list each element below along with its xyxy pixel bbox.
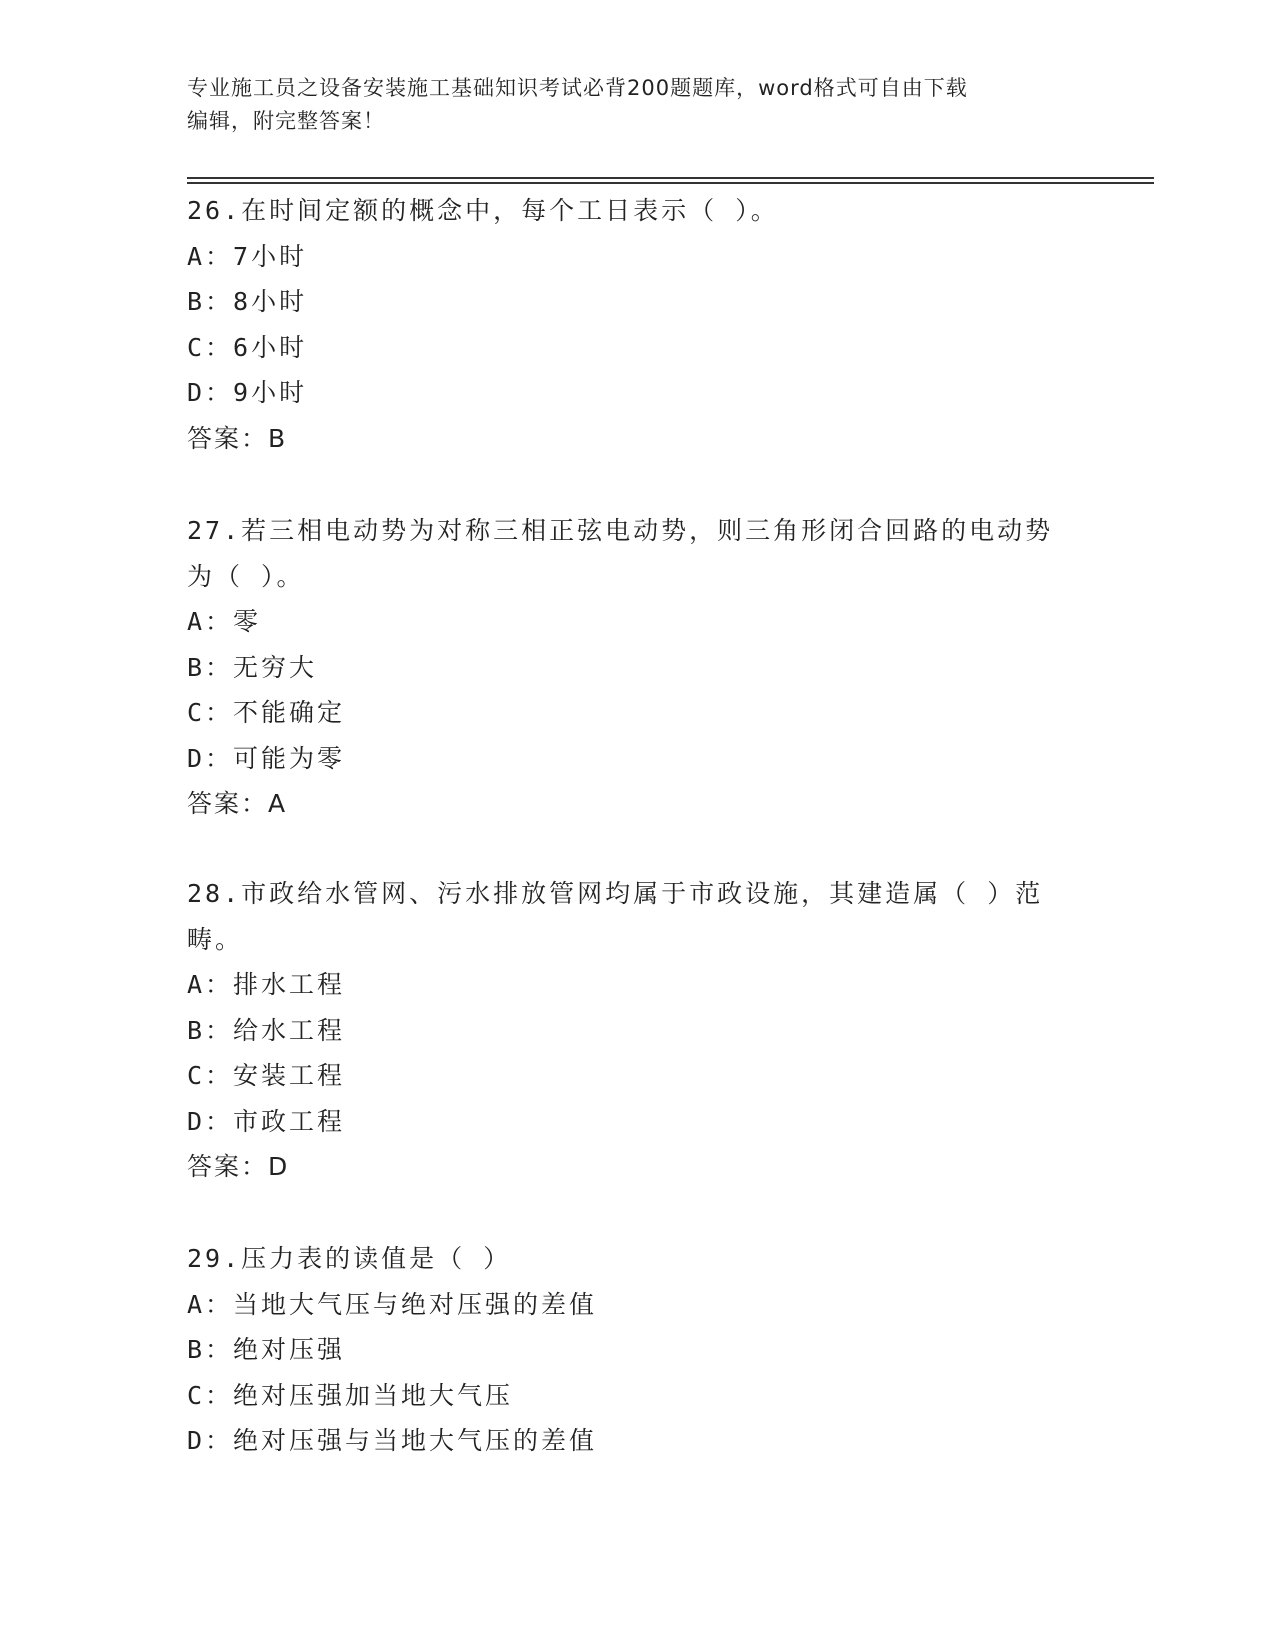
option-c: C：绝对压强加当地大气压: [187, 1380, 514, 1410]
header-line-1: 专业施工员之设备安装施工基础知识考试必背200题题库，word格式可自由下载: [187, 76, 968, 100]
option-b: B：8小时: [187, 287, 308, 316]
option-a: A：零: [187, 607, 262, 636]
question-27: [187, 508, 1087, 827]
question-stem-continued: 为（ ）。: [187, 561, 305, 591]
option-a: A：排水工程: [187, 970, 346, 999]
option-b: B：无穷大: [187, 652, 318, 682]
option-d: D：可能为零: [187, 743, 346, 773]
question-29: [187, 1236, 1087, 1464]
option-c: C：6小时: [187, 332, 308, 362]
option-d: D：9小时: [187, 378, 308, 407]
question-stem: 29.压力表的读值是（ ）: [187, 1244, 512, 1273]
header-divider-bottom: [187, 182, 1154, 184]
answer-line: 答案：B: [187, 423, 288, 453]
option-b: B：给水工程: [187, 1015, 346, 1045]
document-header: [187, 72, 1087, 138]
answer-line: 答案：A: [187, 789, 288, 818]
option-a: A：7小时: [187, 241, 308, 271]
answer-line: 答案：D: [187, 1152, 290, 1181]
option-c: C：安装工程: [187, 1061, 346, 1090]
header-divider-top: [187, 177, 1154, 179]
question-28: [187, 871, 1087, 1190]
question-stem: 26.在时间定额的概念中，每个工日表示（ ）。: [187, 196, 779, 225]
question-26: [187, 188, 1087, 461]
option-b: B：绝对压强: [187, 1335, 346, 1364]
option-a: A：当地大气压与绝对压强的差值: [187, 1289, 598, 1319]
question-stem: 27.若三相电动势为对称三相正弦电动势，则三角形闭合回路的电动势: [187, 516, 1054, 545]
option-c: C：不能确定: [187, 698, 346, 727]
option-d: D：市政工程: [187, 1106, 346, 1136]
header-line-2: 编辑，附完整答案！: [187, 109, 385, 133]
question-stem-continued: 畴。: [187, 924, 244, 954]
question-stem: 28.市政给水管网、污水排放管网均属于市政设施，其建造属（ ）范: [187, 879, 1044, 908]
option-d: D：绝对压强与当地大气压的差值: [187, 1426, 598, 1455]
